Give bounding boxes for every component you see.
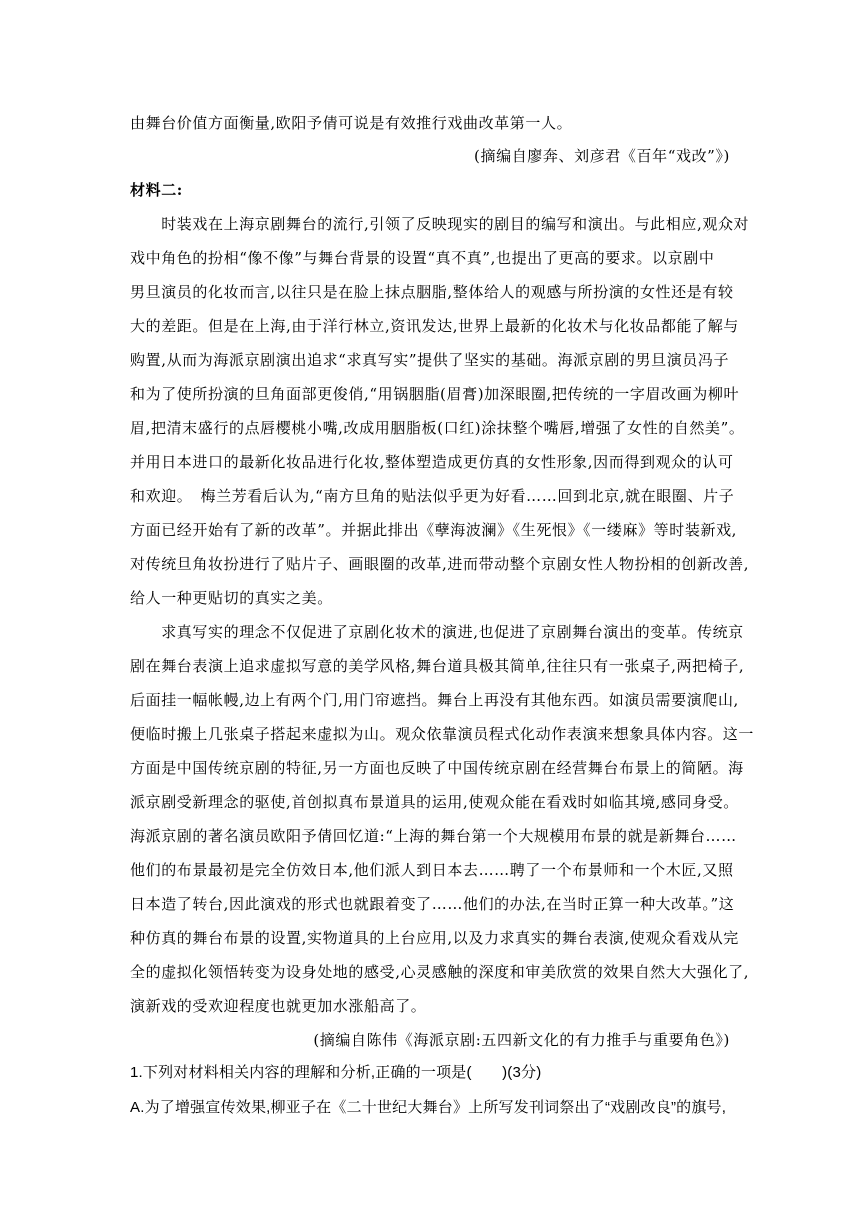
- paragraph-line: 给人一种更贴切的真实之美。: [130, 589, 333, 607]
- paragraph-line: 对传统旦角妆扮进行了贴片子、画眼圈的改革,进而带动整个京剧女性人物扮相的创新改善,: [130, 555, 750, 573]
- text-line: 由舞台价值方面衡量,欧阳予倩可说是有效推行戏曲改革第一人。: [130, 114, 573, 132]
- source-citation: (摘编自廖奔、刘彦君《百年“戏改”》): [474, 147, 730, 165]
- paragraph-line: 男旦演员的化妆而言,以往只是在脸上抹点胭脂,整体给人的观感与所扮演的女性还是有较: [130, 283, 734, 301]
- paragraph-line: 日本造了转台,因此演戏的形式也就跟着变了……他们的办法,在当时正算一种大改革。”这: [130, 895, 735, 913]
- paragraph-line: 戏中角色的扮相“像不像”与舞台背景的设置“真不真”,也提出了更高的要求。以京剧中: [130, 249, 715, 267]
- paragraph-line: 种仿真的舞台布景的设置,实物道具的上台应用,以及力求真实的舞台表演,使观众看戏从完: [130, 929, 739, 947]
- paragraph-line: 后面挂一幅帐幔,边上有两个门,用门帘遮挡。舞台上再没有其他东西。如演员需要演爬山,: [130, 691, 739, 709]
- paragraph-line: 和欢迎。 梅兰芳看后认为,“南方旦角的贴法似乎更为好看……回到北京,就在眼圈、片子: [130, 487, 735, 505]
- paragraph-line: 全的虚拟化领悟转变为设身处地的感受,心灵感触的深度和审美欣赏的效果自然大大强化了,: [130, 963, 750, 981]
- question-stem: 1.下列对材料相关内容的理解和分析,正确的一项是( )(3分): [130, 1064, 542, 1081]
- paragraph-line: 派京剧受新理念的驱使,首创拟真布景道具的运用,使观众能在看戏时如临其境,感同身受。: [130, 793, 739, 811]
- paragraph-line: 演新戏的受欢迎程度也就更加水涨船高了。: [130, 997, 427, 1015]
- section-heading: 材料二:: [130, 181, 183, 199]
- paragraph-line: 剧在舞台表演上追求虚拟写意的美学风格,舞台道具极其简单,往往只有一张桌子,两把椅子,: [130, 657, 745, 675]
- paragraph-line: 大的差距。但是在上海,由于洋行林立,资讯发达,世界上最新的化妆术与化妆品都能了解与: [130, 317, 739, 335]
- paragraph-line: 方面已经开始有了新的改革”。并据此排出《孽海波澜》《生死恨》《一缕麻》等时装新戏,: [130, 521, 738, 539]
- paragraph-line: 海派京剧的著名演员欧阳予倩回忆道:“上海的舞台第一个大规模用布景的就是新舞台……: [130, 827, 737, 845]
- paragraph-line: 购置,从而为海派京剧演出追求“求真写实”提供了坚实的基础。海派京剧的男旦演员冯子: [130, 351, 730, 369]
- paragraph-line: 时装戏在上海京剧舞台的流行,引领了反映现实的剧目的编写和演出。与此相应,观众对: [130, 215, 750, 233]
- paragraph-line: 他们的布景最初是完全仿效日本,他们派人到日本去……聘了一个布景师和一个木匠,又照: [130, 861, 734, 879]
- paragraph-line: 眉,把清末盛行的点唇樱桃小嘴,改成用胭脂板(口红)涂抹整个嘴唇,增强了女性的自然美”。: [130, 419, 745, 437]
- paragraph-line: 方面是中国传统京剧的特征,另一方面也反映了中国传统京剧在经营舞台布景上的简陋。海: [130, 759, 744, 777]
- paragraph-line: 求真写实的理念不仅促进了京剧化妆术的演进,也促进了京剧舞台演出的变革。传统京: [130, 623, 744, 641]
- source-citation: (摘编自陈伟《海派京剧:五四新文化的有力推手与重要角色》): [313, 1031, 730, 1049]
- paragraph-line: 和为了使所扮演的旦角面部更俊俏,“用锅胭脂(眉膏)加深眼圈,把传统的一字眉改画为柳叶: [130, 385, 740, 403]
- answer-option-a: A.为了增强宣传效果,柳亚子在《二十世纪大舞台》上所写发刊词祭出了“戏剧改良”的旗号,: [130, 1099, 727, 1116]
- paragraph-line: 并用日本进口的最新化妆品进行化妆,整体塑造成更仿真的女性形象,因而得到观众的认可: [130, 453, 734, 471]
- paragraph-line: 便临时搬上几张桌子搭起来虚拟为山。观众依靠演员程式化动作表演来想象具体内容。这一: [130, 725, 755, 743]
